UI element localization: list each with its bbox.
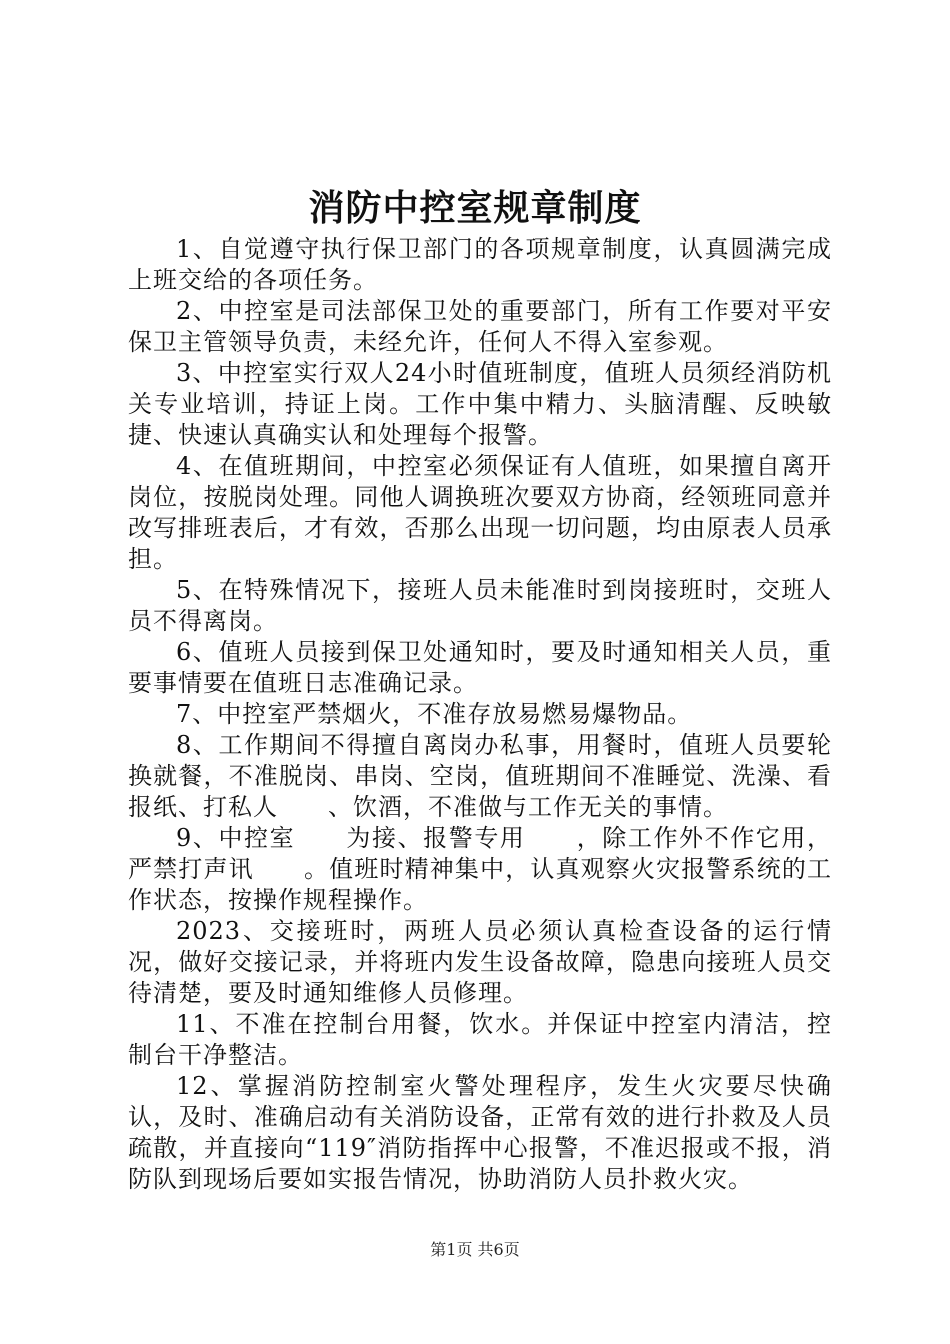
paragraph-4: 4、在值班期间，中控室必须保证有人值班，如果擅自离开岗位，按脱岗处理。同他人调换班次要双方协商，经领班同意并改写排班表后，才有效，否那么出现一切问题，均由原表人员承担。	[128, 452, 832, 573]
page-footer: 第1页 共6页	[430, 1240, 520, 1259]
paragraph-6: 6、值班人员接到保卫处通知时，要及时通知相关人员，重要事情要在值班日志准确记录。	[128, 638, 832, 697]
paragraph-3: 3、中控室实行双人24小时值班制度，值班人员须经消防机关专业培训，持证上岗。工作中集中精力、头脑清醒、反映敏捷、快速认真确实认和处理每个报警。	[128, 359, 832, 449]
paragraph-8: 8、工作期间不得擅自离岗办私事，用餐时，值班人员要轮换就餐，不准脱岗、串岗、空岗，值班期间不准睡觉、洗澡、看报纸、打私人 、饮酒，不准做与工作无关的事情。	[128, 731, 832, 821]
paragraph-2: 2、中控室是司法部保卫处的重要部门，所有工作要对平安保卫主管领导负责，未经允许，任何人不得入室参观。	[128, 297, 832, 356]
paragraph-9: 9、中控室 为接、报警专用 ，除工作外不作它用，严禁打声讯 。值班时精神集中，认真观察火灾报警系统的工作状态，按操作规程操作。	[128, 824, 832, 914]
paragraph-11: 11、不准在控制台用餐，饮水。并保证中控室内清洁，控制台干净整洁。	[128, 1010, 832, 1069]
paragraph-5: 5、在特殊情况下，接班人员未能准时到岗接班时，交班人员不得离岗。	[128, 576, 832, 635]
paragraph-12: 12、掌握消防控制室火警处理程序，发生火灾要尽快确认，及时、准确启动有关消防设备，正常有效的进行扑救及人员疏散，并直接向“119″消防指挥中心报警，不准迟报或不报，消防队到现场后要如实报告情况，协助消防人员扑救火灾。	[128, 1072, 832, 1193]
paragraph-7: 7、中控室严禁烟火，不准存放易燃易爆物品。	[176, 700, 693, 728]
paragraph-1: 1、自觉遵守执行保卫部门的各项规章制度，认真圆满完成上班交给的各项任务。	[128, 235, 832, 294]
paragraph-10: 2023、交接班时，两班人员必须认真检查设备的运行情况，做好交接记录，并将班内发生设备故障，隐患向接班人员交待清楚，要及时通知维修人员修理。	[128, 917, 832, 1007]
document-body	[128, 234, 832, 1195]
document-title: 消防中控室规章制度	[308, 188, 642, 229]
